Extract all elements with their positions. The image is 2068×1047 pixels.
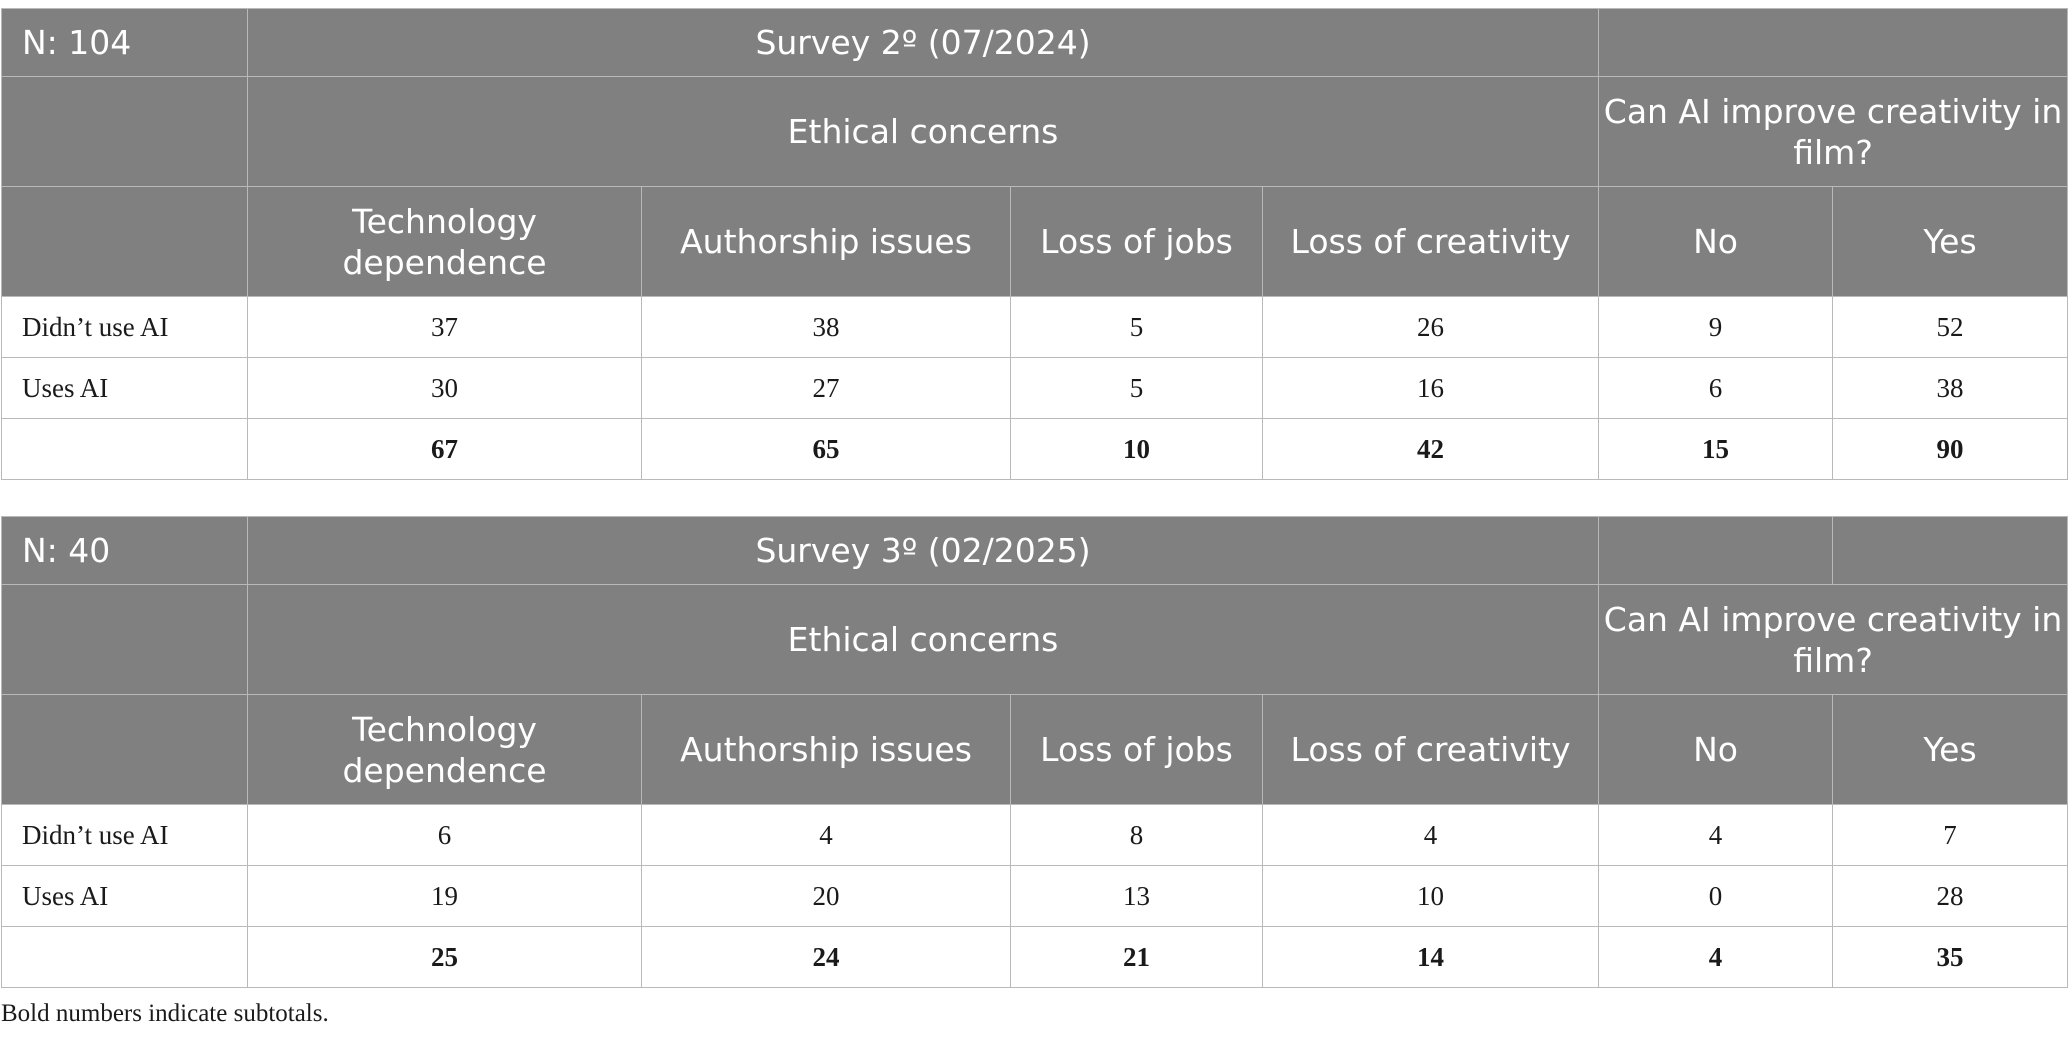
empty-header-cell [1833, 517, 2068, 585]
empty-header-cell [2, 695, 248, 805]
table-row [2, 866, 2068, 927]
table-cell: 19 [248, 866, 642, 927]
table-cell: 4 [1263, 805, 1599, 866]
table-footnote: Bold numbers indicate subtotals. [1, 1000, 329, 1027]
column-header: Loss of jobs [1011, 187, 1263, 297]
column-header: Authorship issues [642, 187, 1011, 297]
table-cell: 8 [1011, 805, 1263, 866]
survey-title: Survey 2º (07/2024) [248, 9, 1599, 77]
table-cell: 6 [248, 805, 642, 866]
table-spacer [1, 480, 2067, 516]
column-header: Loss of creativity [1263, 695, 1599, 805]
group-header-ethical: Ethical concerns [248, 585, 1599, 695]
row-label: Didn’t use AI [2, 297, 248, 358]
subtotal-cell: 25 [248, 927, 642, 988]
table-cell: 6 [1599, 358, 1833, 419]
table-cell: 26 [1263, 297, 1599, 358]
subtotal-cell: 90 [1833, 419, 2068, 480]
column-header: Loss of jobs [1011, 695, 1263, 805]
subtotal-row [2, 419, 2068, 480]
table-cell: 20 [642, 866, 1011, 927]
sample-size-label: N: 40 [2, 517, 248, 585]
table-cell: 16 [1263, 358, 1599, 419]
survey-tables [1, 8, 2067, 1028]
row-label: Uses AI [2, 358, 248, 419]
subtotal-cell: 14 [1263, 927, 1599, 988]
table-cell: 52 [1833, 297, 2068, 358]
table-cell: 38 [642, 297, 1011, 358]
table-row [2, 358, 2068, 419]
column-header: No [1599, 695, 1833, 805]
table-cell: 38 [1833, 358, 2068, 419]
table-cell: 13 [1011, 866, 1263, 927]
row-label: Didn’t use AI [2, 805, 248, 866]
table-row [2, 297, 2068, 358]
table-cell: 0 [1599, 866, 1833, 927]
empty-row-label [2, 927, 248, 988]
empty-header-cell [2, 585, 248, 695]
group-header-creativity: Can AI improve creativity in film? [1599, 585, 2068, 695]
row-label: Uses AI [2, 866, 248, 927]
subtotal-cell: 21 [1011, 927, 1263, 988]
table-cell: 4 [1599, 805, 1833, 866]
column-header: Authorship issues [642, 695, 1011, 805]
subtotal-cell: 4 [1599, 927, 1833, 988]
empty-header-cell [1599, 9, 2068, 77]
subtotal-cell: 15 [1599, 419, 1833, 480]
table-cell: 5 [1011, 297, 1263, 358]
sample-size-label: N: 104 [2, 9, 248, 77]
survey-title: Survey 3º (02/2025) [248, 517, 1599, 585]
table-row [2, 805, 2068, 866]
subtotal-cell: 65 [642, 419, 1011, 480]
column-header: Yes [1833, 187, 2068, 297]
column-header: Loss of creativity [1263, 187, 1599, 297]
table-cell: 7 [1833, 805, 2068, 866]
survey-2-table [1, 8, 2068, 480]
subtotal-cell: 67 [248, 419, 642, 480]
survey-3-table [1, 516, 2068, 988]
table-cell: 28 [1833, 866, 2068, 927]
table-cell: 4 [642, 805, 1011, 866]
group-header-creativity: Can AI improve creativity in film? [1599, 77, 2068, 187]
subtotal-cell: 24 [642, 927, 1011, 988]
empty-header-cell [1599, 517, 1833, 585]
table-cell: 10 [1263, 866, 1599, 927]
group-header-ethical: Ethical concerns [248, 77, 1599, 187]
subtotal-cell: 42 [1263, 419, 1599, 480]
column-header: Yes [1833, 695, 2068, 805]
column-header: No [1599, 187, 1833, 297]
table-cell: 9 [1599, 297, 1833, 358]
subtotal-cell: 35 [1833, 927, 2068, 988]
table-cell: 27 [642, 358, 1011, 419]
table-cell: 37 [248, 297, 642, 358]
empty-row-label [2, 419, 248, 480]
empty-header-cell [2, 77, 248, 187]
column-header: Technology dependence [248, 187, 642, 297]
empty-header-cell [2, 187, 248, 297]
subtotal-cell: 10 [1011, 419, 1263, 480]
column-header: Technology dependence [248, 695, 642, 805]
subtotal-row [2, 927, 2068, 988]
table-cell: 5 [1011, 358, 1263, 419]
table-cell: 30 [248, 358, 642, 419]
